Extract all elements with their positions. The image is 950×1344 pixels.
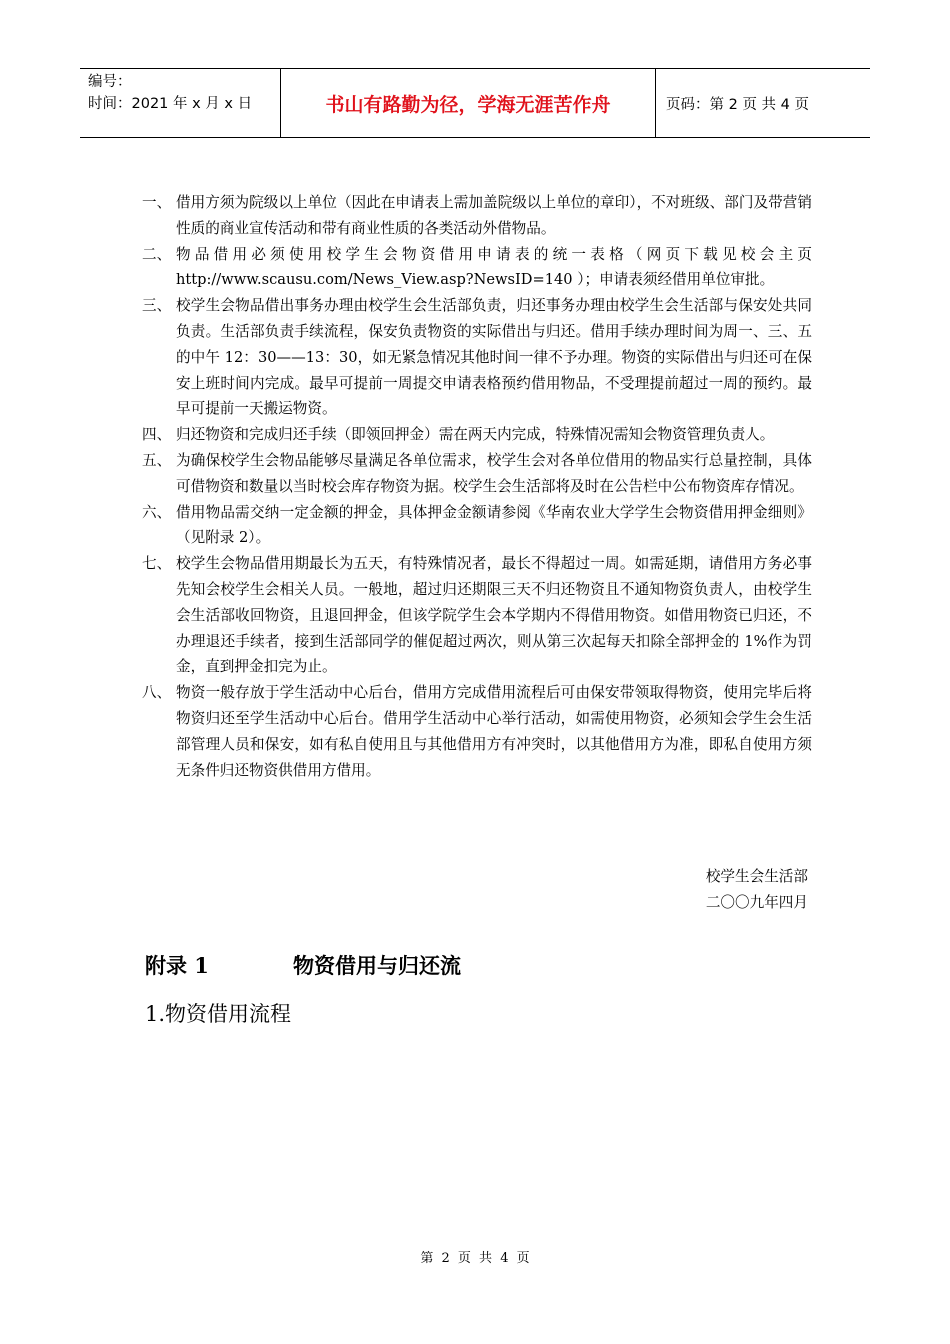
- rule-number: 四、: [142, 426, 172, 444]
- appendix-heading: [145, 950, 461, 980]
- rule-text: 归还物资和完成归还手续（即领回押金）需在两天内完成，特殊情况需知会物资管理负责人。: [176, 426, 775, 444]
- rule-item: [142, 680, 812, 783]
- rule-item: [142, 551, 812, 680]
- page-header: [80, 68, 870, 138]
- rule-text: 借用物品需交纳一定金额的押金，具体押金金额请参阅《华南农业大学学生会物资借用押金细则》（见附录 2）。: [176, 503, 812, 547]
- rule-number: 七、: [142, 555, 172, 573]
- rule-number: 一、: [142, 194, 172, 211]
- header-page-info: 页码：第 2 页 共 4 页: [666, 96, 809, 113]
- header-meta: [80, 69, 280, 137]
- rules-list: [142, 190, 812, 783]
- rule-number: 三、: [142, 297, 172, 315]
- appendix-label: 附录 1: [145, 953, 209, 978]
- rule-text: 物品借用必须使用校学生会物资借用申请表的统一表格（网页下载见校会主页 http://www.scausu.com/News_View.asp?NewsID=140 ）；申请表须经借用单位审批。: [176, 245, 812, 289]
- number-label: 编号：: [88, 74, 132, 90]
- rule-item: [142, 500, 812, 552]
- rule-item: [142, 190, 812, 242]
- date-label: 时间：2021 年 x 月 x 日: [88, 96, 253, 112]
- rule-number: 五、: [142, 451, 172, 469]
- appendix-title: 物资借用与归还流: [293, 953, 461, 978]
- signature-dept: 校学生会生活部: [705, 868, 808, 885]
- header-motto: 书山有路勤为径，学海无涯苦作舟: [280, 69, 656, 137]
- rule-text: 借用方须为院级以上单位（因此在申请表上需加盖院级以上单位的章印），不对班级、部门及带营销性质的商业宣传活动和带有商业性质的各类活动外借物品。: [176, 194, 812, 237]
- rule-item: [142, 242, 812, 294]
- rule-number: 二、: [142, 245, 172, 263]
- signature-date: 二〇〇九年四月: [705, 894, 808, 911]
- rule-number: 八、: [142, 684, 172, 702]
- rule-text: 校学生会物品借出事务办理由校学生会生活部负责，归还事务办理由校学生会生活部与保安处共同负责。生活部负责手续流程，保安负责物资的实际借出与归还。借用手续办理时间为周一、三、五的中午 12：30——13：30，如无紧急情况其他时间一律不予办理。物资的实际借出与归还可在保安上班时间内完成。最早可提前一周提交申请表格预约借用物品，不受理提前超过一周的预约。最早可提前一天搬运物资。: [176, 297, 812, 418]
- page-footer: 第 2 页 共 4 页: [420, 1251, 530, 1266]
- rule-text: 为确保校学生会物品能够尽量满足各单位需求，校学生会对各单位借用的物品实行总量控制，具体可借物资和数量以当时校会库存物资为据。校学生会生活部将及时在公告栏中公布物资库存情况。: [176, 451, 812, 495]
- rule-number: 六、: [142, 503, 172, 521]
- rule-item: [142, 448, 812, 500]
- rule-text: 校学生会物品借用期最长为五天，有特殊情况者，最长不得超过一周。如需延期，请借用方务必事先知会校学生会相关人员。一般地，超过归还期限三天不归还物资且不通知物资负责人，由校学生会生活部收回物资，且退回押金，但该学院学生会本学期内不得借用物资。如借用物资已归还，不办理退还手续者，接到生活部同学的催促超过两次，则从第三次起每天扣除全部押金的 1%作为罚金，直到押金扣完为止。: [176, 555, 812, 676]
- rule-text: 物资一般存放于学生活动中心后台，借用方完成借用流程后可由保安带领取得物资，使用完毕后将物资归还至学生活动中心后台。借用学生活动中心举行活动，如需使用物资，必须知会学生会生活部管理人员和保安，如有私自使用且与其他借用方有冲突时，以其他借用方为准，即私自使用方须无条件归还物资供借用方借用。: [176, 684, 812, 779]
- section-title: 1.物资借用流程: [145, 1002, 292, 1026]
- signature-block: [706, 864, 808, 916]
- rule-item: [142, 293, 812, 422]
- rule-item: [142, 422, 812, 448]
